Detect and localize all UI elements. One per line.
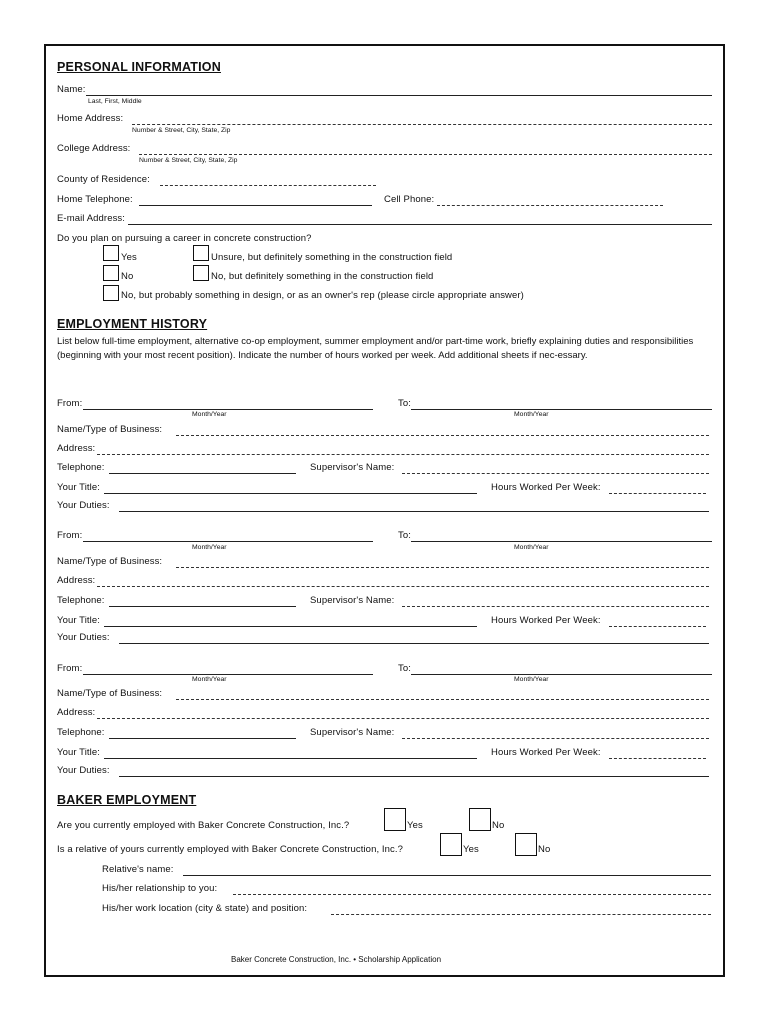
to-hint: Month/Year (514, 544, 549, 551)
name-label: Name: (57, 84, 86, 95)
from-hint: Month/Year (192, 411, 227, 418)
q1-yes-label: Yes (407, 820, 423, 831)
email-label: E-mail Address: (57, 213, 126, 224)
from-field[interactable] (83, 409, 373, 410)
personal-info-heading: PERSONAL INFORMATION (57, 60, 221, 74)
title-label: Your Title: (57, 747, 100, 758)
telephone-label: Telephone: (57, 727, 105, 738)
title-label: Your Title: (57, 615, 100, 626)
to-field[interactable] (411, 674, 712, 675)
to-hint: Month/Year (514, 676, 549, 683)
q1-yes-checkbox[interactable] (384, 808, 406, 831)
q1-no-checkbox[interactable] (469, 808, 491, 831)
hours-field[interactable] (609, 626, 706, 627)
to-label: To: (398, 663, 411, 674)
telephone-field[interactable] (109, 473, 296, 474)
county-field[interactable] (160, 185, 376, 186)
home-address-hint: Number & Street, City, State, Zip (132, 127, 231, 134)
work-location-field[interactable] (331, 914, 711, 915)
title-field[interactable] (104, 626, 477, 627)
employment-instructions: List below full-time employment, alternative co-op employment, summer employment and/or part-time work, briefly explaining duties and responsibilities (beginning with your most recent position). Indicate the number of hours worked per week. Add additional sheets if nec-essary. (57, 336, 694, 361)
no-construction-checkbox[interactable] (193, 265, 209, 281)
title-label: Your Title: (57, 482, 100, 493)
from-field[interactable] (83, 674, 373, 675)
address-label: Address: (57, 575, 96, 586)
name-hint: Last, First, Middle (88, 98, 142, 105)
business-label: Name/Type of Business: (57, 424, 163, 435)
from-hint: Month/Year (192, 676, 227, 683)
home-address-field[interactable] (132, 124, 712, 125)
business-label: Name/Type of Business: (57, 556, 163, 567)
to-label: To: (398, 398, 411, 409)
address-field[interactable] (97, 586, 709, 587)
business-field[interactable] (176, 567, 709, 568)
from-label: From: (57, 663, 83, 674)
hours-label: Hours Worked Per Week: (491, 615, 601, 626)
q1-no-label: No (492, 820, 505, 831)
address-field[interactable] (97, 718, 709, 719)
cell-phone-field[interactable] (437, 205, 663, 206)
no-design-option-label: No, but probably something in design, or as an owner's rep (please circle appropriate answer) (121, 290, 524, 301)
to-field[interactable] (411, 409, 712, 410)
relationship-label: His/her relationship to you: (102, 883, 218, 894)
business-field[interactable] (176, 435, 709, 436)
q2-no-label: No (538, 844, 551, 855)
q2-yes-label: Yes (463, 844, 479, 855)
relative-name-label: Relative's name: (102, 864, 174, 875)
title-field[interactable] (104, 493, 477, 494)
home-address-label: Home Address: (57, 113, 124, 124)
supervisor-field[interactable] (402, 473, 709, 474)
supervisor-label: Supervisor's Name: (310, 727, 395, 738)
no-design-checkbox[interactable] (103, 285, 119, 301)
address-field[interactable] (97, 454, 709, 455)
no-option-label: No (121, 271, 134, 282)
telephone-label: Telephone: (57, 595, 105, 606)
to-hint: Month/Year (514, 411, 549, 418)
no-checkbox[interactable] (103, 265, 119, 281)
college-address-label: College Address: (57, 143, 131, 154)
name-field[interactable] (86, 95, 712, 96)
business-label: Name/Type of Business: (57, 688, 163, 699)
baker-q1: Are you currently employed with Baker Concrete Construction, Inc.? (57, 820, 350, 831)
supervisor-field[interactable] (402, 606, 709, 607)
cell-phone-label: Cell Phone: (384, 194, 435, 205)
yes-option-label: Yes (121, 252, 137, 263)
duties-label: Your Duties: (57, 632, 110, 643)
footer-text: Baker Concrete Construction, Inc. • Scholarship Application (231, 955, 442, 964)
supervisor-field[interactable] (402, 738, 709, 739)
college-address-field[interactable] (139, 154, 712, 155)
from-label: From: (57, 530, 83, 541)
home-phone-field[interactable] (139, 205, 372, 206)
duties-label: Your Duties: (57, 765, 110, 776)
supervisor-label: Supervisor's Name: (310, 595, 395, 606)
hours-field[interactable] (609, 758, 706, 759)
unsure-checkbox[interactable] (193, 245, 209, 261)
duties-label: Your Duties: (57, 500, 110, 511)
baker-q2: Is a relative of yours currently employed with Baker Concrete Construction, Inc.? (57, 844, 404, 855)
baker-heading: BAKER EMPLOYMENT (57, 793, 197, 807)
yes-checkbox[interactable] (103, 245, 119, 261)
county-label: County of Residence: (57, 174, 150, 185)
college-address-hint: Number & Street, City, State, Zip (139, 157, 238, 164)
supervisor-label: Supervisor's Name: (310, 462, 395, 473)
telephone-field[interactable] (109, 606, 296, 607)
duties-field[interactable] (119, 511, 709, 512)
to-label: To: (398, 530, 411, 541)
title-field[interactable] (104, 758, 477, 759)
from-hint: Month/Year (192, 544, 227, 551)
duties-field[interactable] (119, 776, 709, 777)
business-field[interactable] (176, 699, 709, 700)
address-label: Address: (57, 443, 96, 454)
email-field[interactable] (128, 224, 712, 225)
q2-yes-checkbox[interactable] (440, 833, 462, 856)
from-label: From: (57, 398, 83, 409)
no-construction-option-label: No, but definitely something in the construction field (211, 271, 434, 282)
unsure-option-label: Unsure, but definitely something in the construction field (211, 252, 453, 263)
work-location-label: His/her work location (city & state) and position: (102, 903, 308, 914)
hours-field[interactable] (609, 493, 706, 494)
duties-field[interactable] (119, 643, 709, 644)
q2-no-checkbox[interactable] (515, 833, 537, 856)
employment-heading: EMPLOYMENT HISTORY (57, 317, 208, 331)
relative-name-field[interactable] (183, 875, 711, 876)
to-field[interactable] (411, 541, 712, 542)
relationship-field[interactable] (233, 894, 711, 895)
hours-label: Hours Worked Per Week: (491, 747, 601, 758)
telephone-label: Telephone: (57, 462, 105, 473)
address-label: Address: (57, 707, 96, 718)
career-question: Do you plan on pursuing a career in concrete construction? (57, 233, 312, 244)
from-field[interactable] (83, 541, 373, 542)
hours-label: Hours Worked Per Week: (491, 482, 601, 493)
home-phone-label: Home Telephone: (57, 194, 133, 205)
telephone-field[interactable] (109, 738, 296, 739)
